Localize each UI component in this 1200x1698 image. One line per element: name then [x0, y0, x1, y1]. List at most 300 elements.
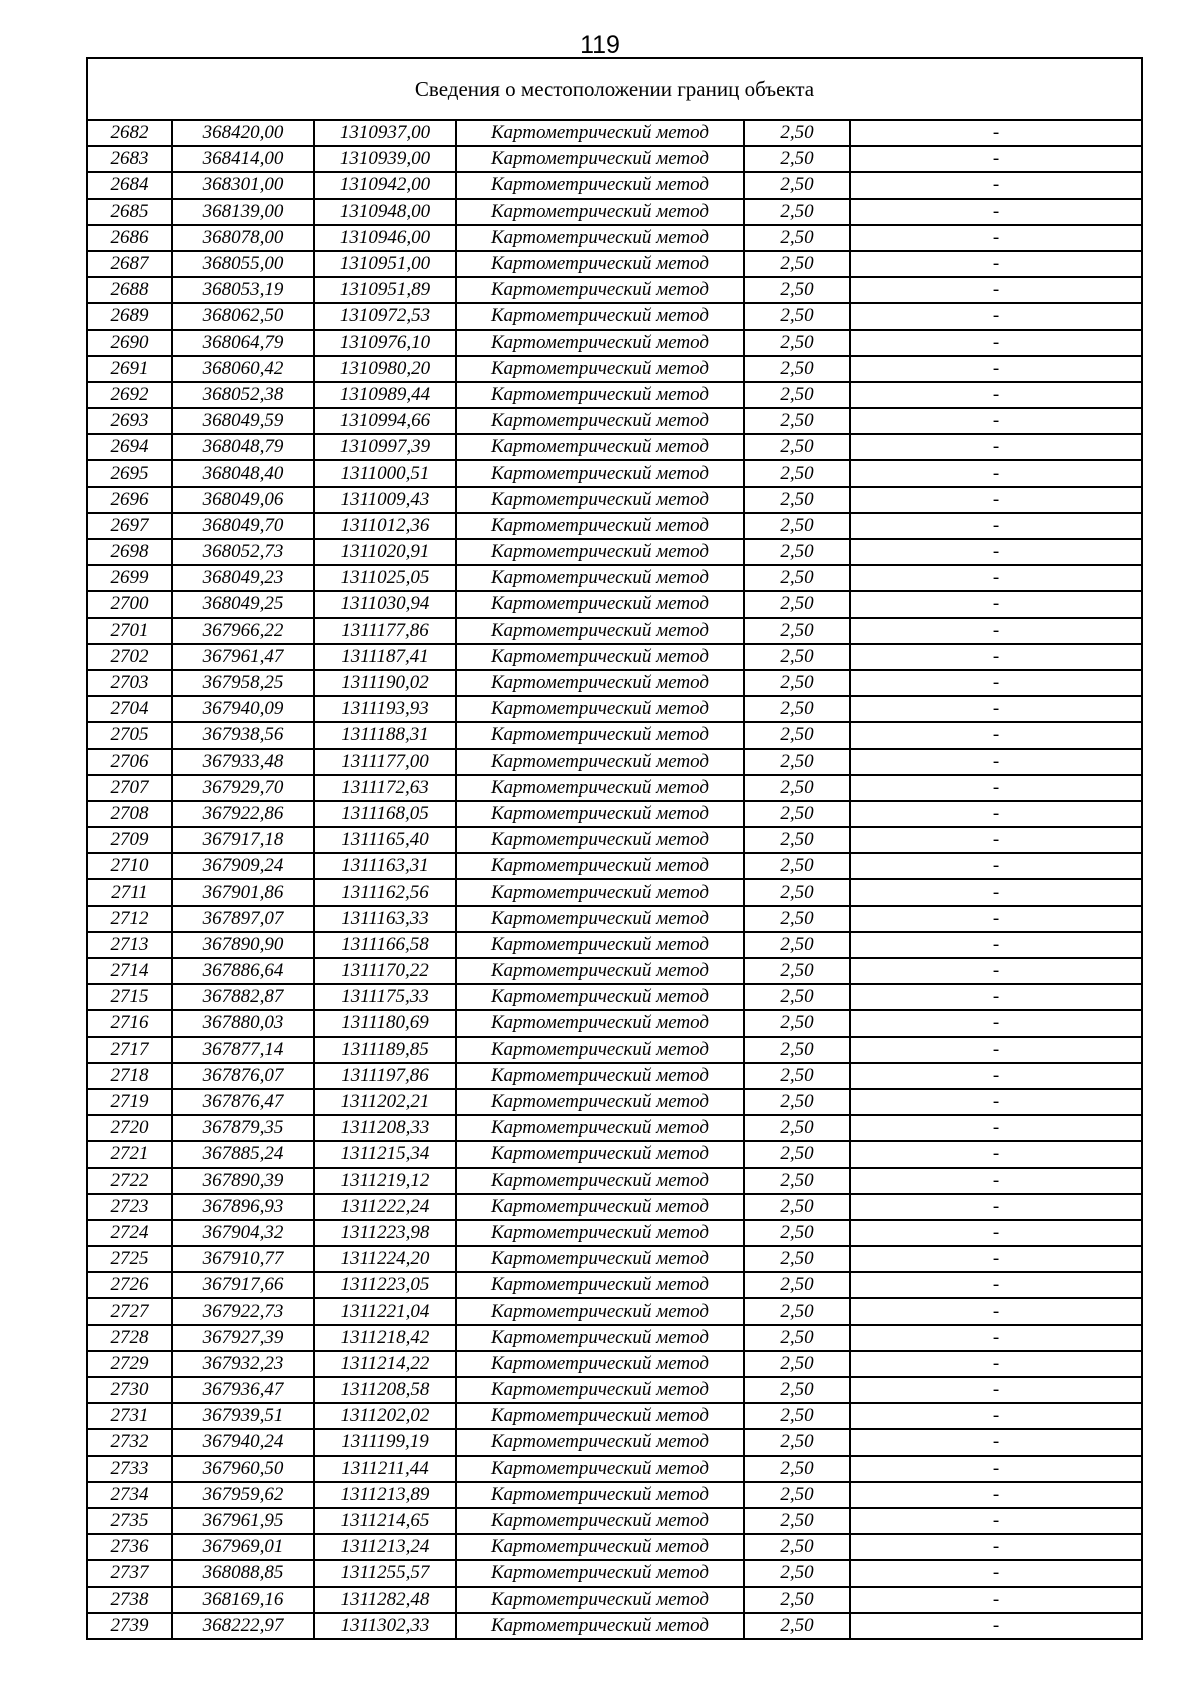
- remark-cell: -: [850, 1508, 1142, 1534]
- point-number-cell: 2684: [87, 172, 172, 198]
- remark-cell: -: [850, 382, 1142, 408]
- point-number-cell: 2714: [87, 958, 172, 984]
- y-coordinate-cell: 1311030,94: [314, 591, 456, 617]
- point-number-cell: 2720: [87, 1115, 172, 1141]
- table-row: [87, 146, 1142, 172]
- remark-cell: -: [850, 670, 1142, 696]
- table-row: [87, 120, 1142, 146]
- point-number-cell: 2705: [87, 722, 172, 748]
- table-title: Сведения о местоположении границ объекта: [87, 58, 1142, 120]
- method-cell: Картометрический метод: [456, 853, 744, 879]
- method-cell: Картометрический метод: [456, 1560, 744, 1586]
- table-body: [87, 120, 1142, 1639]
- x-coordinate-cell: 367910,77: [172, 1246, 314, 1272]
- table-row: [87, 1403, 1142, 1429]
- method-cell: Картометрический метод: [456, 539, 744, 565]
- y-coordinate-cell: 1311177,00: [314, 749, 456, 775]
- point-number-cell: 2686: [87, 225, 172, 251]
- y-coordinate-cell: 1311224,20: [314, 1246, 456, 1272]
- accuracy-cell: 2,50: [744, 146, 850, 172]
- table-row: [87, 1115, 1142, 1141]
- y-coordinate-cell: 1311163,31: [314, 853, 456, 879]
- x-coordinate-cell: 367940,24: [172, 1429, 314, 1455]
- method-cell: Картометрический метод: [456, 434, 744, 460]
- remark-cell: -: [850, 277, 1142, 303]
- remark-cell: -: [850, 827, 1142, 853]
- point-number-cell: 2690: [87, 330, 172, 356]
- table-row: [87, 1220, 1142, 1246]
- table-row: [87, 1141, 1142, 1167]
- y-coordinate-cell: 1311193,93: [314, 696, 456, 722]
- x-coordinate-cell: 368049,23: [172, 565, 314, 591]
- point-number-cell: 2730: [87, 1377, 172, 1403]
- y-coordinate-cell: 1311188,31: [314, 722, 456, 748]
- remark-cell: -: [850, 801, 1142, 827]
- x-coordinate-cell: 368078,00: [172, 225, 314, 251]
- table-row: [87, 906, 1142, 932]
- x-coordinate-cell: 368048,40: [172, 460, 314, 486]
- point-number-cell: 2735: [87, 1508, 172, 1534]
- remark-cell: -: [850, 1377, 1142, 1403]
- point-number-cell: 2704: [87, 696, 172, 722]
- table-row: [87, 1063, 1142, 1089]
- accuracy-cell: 2,50: [744, 277, 850, 303]
- method-cell: Картометрический метод: [456, 460, 744, 486]
- accuracy-cell: 2,50: [744, 749, 850, 775]
- remark-cell: -: [850, 1560, 1142, 1586]
- x-coordinate-cell: 368414,00: [172, 146, 314, 172]
- table-row: [87, 722, 1142, 748]
- accuracy-cell: 2,50: [744, 696, 850, 722]
- x-coordinate-cell: 367922,86: [172, 801, 314, 827]
- table-row: [87, 225, 1142, 251]
- y-coordinate-cell: 1311223,05: [314, 1272, 456, 1298]
- accuracy-cell: 2,50: [744, 408, 850, 434]
- table-row: [87, 199, 1142, 225]
- x-coordinate-cell: 367901,86: [172, 879, 314, 905]
- y-coordinate-cell: 1311282,48: [314, 1587, 456, 1613]
- remark-cell: -: [850, 879, 1142, 905]
- point-number-cell: 2700: [87, 591, 172, 617]
- remark-cell: -: [850, 1246, 1142, 1272]
- x-coordinate-cell: 367939,51: [172, 1403, 314, 1429]
- point-number-cell: 2712: [87, 906, 172, 932]
- x-coordinate-cell: 367927,39: [172, 1325, 314, 1351]
- y-coordinate-cell: 1310972,53: [314, 303, 456, 329]
- table-row: [87, 460, 1142, 486]
- remark-cell: -: [850, 199, 1142, 225]
- accuracy-cell: 2,50: [744, 1429, 850, 1455]
- x-coordinate-cell: 367877,14: [172, 1037, 314, 1063]
- x-coordinate-cell: 368055,00: [172, 251, 314, 277]
- method-cell: Картометрический метод: [456, 330, 744, 356]
- remark-cell: -: [850, 1587, 1142, 1613]
- accuracy-cell: 2,50: [744, 330, 850, 356]
- accuracy-cell: 2,50: [744, 1377, 850, 1403]
- method-cell: Картометрический метод: [456, 356, 744, 382]
- method-cell: Картометрический метод: [456, 932, 744, 958]
- method-cell: Картометрический метод: [456, 1377, 744, 1403]
- x-coordinate-cell: 367958,25: [172, 670, 314, 696]
- y-coordinate-cell: 1311190,02: [314, 670, 456, 696]
- y-coordinate-cell: 1311222,24: [314, 1194, 456, 1220]
- method-cell: Картометрический метод: [456, 906, 744, 932]
- remark-cell: -: [850, 225, 1142, 251]
- point-number-cell: 2729: [87, 1351, 172, 1377]
- point-number-cell: 2723: [87, 1194, 172, 1220]
- x-coordinate-cell: 367917,66: [172, 1272, 314, 1298]
- x-coordinate-cell: 367969,01: [172, 1534, 314, 1560]
- method-cell: Картометрический метод: [456, 1220, 744, 1246]
- x-coordinate-cell: 367936,47: [172, 1377, 314, 1403]
- point-number-cell: 2711: [87, 879, 172, 905]
- x-coordinate-cell: 367959,62: [172, 1482, 314, 1508]
- remark-cell: -: [850, 1089, 1142, 1115]
- remark-cell: -: [850, 958, 1142, 984]
- method-cell: Картометрический метод: [456, 513, 744, 539]
- table-row: [87, 277, 1142, 303]
- point-number-cell: 2688: [87, 277, 172, 303]
- table-row: [87, 1168, 1142, 1194]
- accuracy-cell: 2,50: [744, 591, 850, 617]
- x-coordinate-cell: 368139,00: [172, 199, 314, 225]
- x-coordinate-cell: 367961,95: [172, 1508, 314, 1534]
- y-coordinate-cell: 1310980,20: [314, 356, 456, 382]
- table-row: [87, 1429, 1142, 1455]
- method-cell: Картометрический метод: [456, 618, 744, 644]
- table-row: [87, 408, 1142, 434]
- accuracy-cell: 2,50: [744, 1089, 850, 1115]
- y-coordinate-cell: 1311012,36: [314, 513, 456, 539]
- y-coordinate-cell: 1311172,63: [314, 775, 456, 801]
- method-cell: Картометрический метод: [456, 591, 744, 617]
- y-coordinate-cell: 1310997,39: [314, 434, 456, 460]
- table-row: [87, 1560, 1142, 1586]
- accuracy-cell: 2,50: [744, 434, 850, 460]
- remark-cell: -: [850, 513, 1142, 539]
- remark-cell: -: [850, 330, 1142, 356]
- accuracy-cell: 2,50: [744, 722, 850, 748]
- y-coordinate-cell: 1311215,34: [314, 1141, 456, 1167]
- method-cell: Картометрический метод: [456, 565, 744, 591]
- y-coordinate-cell: 1310951,00: [314, 251, 456, 277]
- table-row: [87, 1534, 1142, 1560]
- method-cell: Картометрический метод: [456, 801, 744, 827]
- point-number-cell: 2728: [87, 1325, 172, 1351]
- method-cell: Картометрический метод: [456, 277, 744, 303]
- x-coordinate-cell: 367890,39: [172, 1168, 314, 1194]
- remark-cell: -: [850, 1456, 1142, 1482]
- point-number-cell: 2708: [87, 801, 172, 827]
- accuracy-cell: 2,50: [744, 879, 850, 905]
- accuracy-cell: 2,50: [744, 565, 850, 591]
- y-coordinate-cell: 1310989,44: [314, 382, 456, 408]
- method-cell: Картометрический метод: [456, 408, 744, 434]
- remark-cell: -: [850, 1272, 1142, 1298]
- accuracy-cell: 2,50: [744, 487, 850, 513]
- method-cell: Картометрический метод: [456, 1246, 744, 1272]
- point-number-cell: 2693: [87, 408, 172, 434]
- accuracy-cell: 2,50: [744, 1351, 850, 1377]
- accuracy-cell: 2,50: [744, 958, 850, 984]
- table-row: [87, 1351, 1142, 1377]
- table-row: [87, 1377, 1142, 1403]
- point-number-cell: 2702: [87, 644, 172, 670]
- point-number-cell: 2698: [87, 539, 172, 565]
- point-number-cell: 2699: [87, 565, 172, 591]
- point-number-cell: 2701: [87, 618, 172, 644]
- x-coordinate-cell: 367876,47: [172, 1089, 314, 1115]
- table-row: [87, 382, 1142, 408]
- point-number-cell: 2706: [87, 749, 172, 775]
- x-coordinate-cell: 368301,00: [172, 172, 314, 198]
- point-number-cell: 2685: [87, 199, 172, 225]
- x-coordinate-cell: 368052,38: [172, 382, 314, 408]
- table-row: [87, 775, 1142, 801]
- method-cell: Картометрический метод: [456, 120, 744, 146]
- x-coordinate-cell: 367940,09: [172, 696, 314, 722]
- remark-cell: -: [850, 618, 1142, 644]
- y-coordinate-cell: 1311189,85: [314, 1037, 456, 1063]
- remark-cell: -: [850, 1037, 1142, 1063]
- accuracy-cell: 2,50: [744, 618, 850, 644]
- remark-cell: -: [850, 565, 1142, 591]
- y-coordinate-cell: 1311000,51: [314, 460, 456, 486]
- x-coordinate-cell: 367960,50: [172, 1456, 314, 1482]
- remark-cell: -: [850, 1115, 1142, 1141]
- point-number-cell: 2696: [87, 487, 172, 513]
- accuracy-cell: 2,50: [744, 1272, 850, 1298]
- table-row: [87, 879, 1142, 905]
- point-number-cell: 2697: [87, 513, 172, 539]
- accuracy-cell: 2,50: [744, 460, 850, 486]
- point-number-cell: 2724: [87, 1220, 172, 1246]
- remark-cell: -: [850, 1063, 1142, 1089]
- remark-cell: -: [850, 591, 1142, 617]
- table-row: [87, 1482, 1142, 1508]
- y-coordinate-cell: 1311213,24: [314, 1534, 456, 1560]
- accuracy-cell: 2,50: [744, 1298, 850, 1324]
- table-row: [87, 1613, 1142, 1639]
- accuracy-cell: 2,50: [744, 1063, 850, 1089]
- point-number-cell: 2727: [87, 1298, 172, 1324]
- y-coordinate-cell: 1311219,12: [314, 1168, 456, 1194]
- accuracy-cell: 2,50: [744, 906, 850, 932]
- point-number-cell: 2709: [87, 827, 172, 853]
- method-cell: Картометрический метод: [456, 722, 744, 748]
- point-number-cell: 2737: [87, 1560, 172, 1586]
- method-cell: Картометрический метод: [456, 172, 744, 198]
- y-coordinate-cell: 1311180,69: [314, 1010, 456, 1036]
- x-coordinate-cell: 367885,24: [172, 1141, 314, 1167]
- method-cell: Картометрический метод: [456, 1194, 744, 1220]
- x-coordinate-cell: 368088,85: [172, 1560, 314, 1586]
- table-row: [87, 801, 1142, 827]
- table-row: [87, 1010, 1142, 1036]
- point-number-cell: 2707: [87, 775, 172, 801]
- accuracy-cell: 2,50: [744, 172, 850, 198]
- accuracy-cell: 2,50: [744, 1456, 850, 1482]
- accuracy-cell: 2,50: [744, 1246, 850, 1272]
- x-coordinate-cell: 368062,50: [172, 303, 314, 329]
- y-coordinate-cell: 1311202,21: [314, 1089, 456, 1115]
- y-coordinate-cell: 1311020,91: [314, 539, 456, 565]
- y-coordinate-cell: 1311199,19: [314, 1429, 456, 1455]
- remark-cell: -: [850, 1298, 1142, 1324]
- point-number-cell: 2736: [87, 1534, 172, 1560]
- point-number-cell: 2719: [87, 1089, 172, 1115]
- x-coordinate-cell: 368053,19: [172, 277, 314, 303]
- method-cell: Картометрический метод: [456, 958, 744, 984]
- remark-cell: -: [850, 251, 1142, 277]
- point-number-cell: 2710: [87, 853, 172, 879]
- y-coordinate-cell: 1311166,58: [314, 932, 456, 958]
- remark-cell: -: [850, 1220, 1142, 1246]
- point-number-cell: 2731: [87, 1403, 172, 1429]
- accuracy-cell: 2,50: [744, 199, 850, 225]
- table-row: [87, 670, 1142, 696]
- x-coordinate-cell: 367886,64: [172, 958, 314, 984]
- accuracy-cell: 2,50: [744, 1141, 850, 1167]
- y-coordinate-cell: 1311255,57: [314, 1560, 456, 1586]
- y-coordinate-cell: 1311302,33: [314, 1613, 456, 1639]
- y-coordinate-cell: 1311163,33: [314, 906, 456, 932]
- x-coordinate-cell: 367876,07: [172, 1063, 314, 1089]
- y-coordinate-cell: 1311223,98: [314, 1220, 456, 1246]
- accuracy-cell: 2,50: [744, 1037, 850, 1063]
- table-row: [87, 251, 1142, 277]
- table-row: [87, 539, 1142, 565]
- method-cell: Картометрический метод: [456, 984, 744, 1010]
- point-number-cell: 2733: [87, 1456, 172, 1482]
- y-coordinate-cell: 1311218,42: [314, 1325, 456, 1351]
- table-row: [87, 1587, 1142, 1613]
- method-cell: Картометрический метод: [456, 1613, 744, 1639]
- y-coordinate-cell: 1310942,00: [314, 172, 456, 198]
- remark-cell: -: [850, 1482, 1142, 1508]
- table-row: [87, 958, 1142, 984]
- table-row: [87, 172, 1142, 198]
- y-coordinate-cell: 1311214,22: [314, 1351, 456, 1377]
- method-cell: Картометрический метод: [456, 749, 744, 775]
- y-coordinate-cell: 1311009,43: [314, 487, 456, 513]
- remark-cell: -: [850, 1429, 1142, 1455]
- table-row: [87, 984, 1142, 1010]
- table-row: [87, 565, 1142, 591]
- table-row: [87, 1037, 1142, 1063]
- method-cell: Картометрический метод: [456, 644, 744, 670]
- y-coordinate-cell: 1311177,86: [314, 618, 456, 644]
- y-coordinate-cell: 1311162,56: [314, 879, 456, 905]
- y-coordinate-cell: 1310937,00: [314, 120, 456, 146]
- accuracy-cell: 2,50: [744, 1560, 850, 1586]
- accuracy-cell: 2,50: [744, 303, 850, 329]
- method-cell: Картометрический метод: [456, 1429, 744, 1455]
- y-coordinate-cell: 1311168,05: [314, 801, 456, 827]
- method-cell: Картометрический метод: [456, 487, 744, 513]
- remark-cell: -: [850, 906, 1142, 932]
- accuracy-cell: 2,50: [744, 775, 850, 801]
- method-cell: Картометрический метод: [456, 1587, 744, 1613]
- point-number-cell: 2695: [87, 460, 172, 486]
- y-coordinate-cell: 1311211,44: [314, 1456, 456, 1482]
- y-coordinate-cell: 1311221,04: [314, 1298, 456, 1324]
- table-row: [87, 827, 1142, 853]
- x-coordinate-cell: 367896,93: [172, 1194, 314, 1220]
- point-number-cell: 2739: [87, 1613, 172, 1639]
- remark-cell: -: [850, 932, 1142, 958]
- remark-cell: -: [850, 853, 1142, 879]
- point-number-cell: 2716: [87, 1010, 172, 1036]
- point-number-cell: 2683: [87, 146, 172, 172]
- x-coordinate-cell: 367882,87: [172, 984, 314, 1010]
- point-number-cell: 2689: [87, 303, 172, 329]
- remark-cell: -: [850, 696, 1142, 722]
- point-number-cell: 2734: [87, 1482, 172, 1508]
- table-row: [87, 749, 1142, 775]
- point-number-cell: 2715: [87, 984, 172, 1010]
- remark-cell: -: [850, 408, 1142, 434]
- x-coordinate-cell: 368222,97: [172, 1613, 314, 1639]
- table-row: [87, 1194, 1142, 1220]
- point-number-cell: 2721: [87, 1141, 172, 1167]
- accuracy-cell: 2,50: [744, 225, 850, 251]
- accuracy-cell: 2,50: [744, 932, 850, 958]
- remark-cell: -: [850, 644, 1142, 670]
- table-row: [87, 487, 1142, 513]
- y-coordinate-cell: 1311208,58: [314, 1377, 456, 1403]
- method-cell: Картометрический метод: [456, 1115, 744, 1141]
- method-cell: Картометрический метод: [456, 1168, 744, 1194]
- point-number-cell: 2691: [87, 356, 172, 382]
- x-coordinate-cell: 368052,73: [172, 539, 314, 565]
- y-coordinate-cell: 1311208,33: [314, 1115, 456, 1141]
- method-cell: Картометрический метод: [456, 199, 744, 225]
- method-cell: Картометрический метод: [456, 879, 744, 905]
- table-row: [87, 513, 1142, 539]
- accuracy-cell: 2,50: [744, 1220, 850, 1246]
- method-cell: Картометрический метод: [456, 1325, 744, 1351]
- remark-cell: -: [850, 434, 1142, 460]
- remark-cell: -: [850, 1613, 1142, 1639]
- table-row: [87, 1089, 1142, 1115]
- remark-cell: -: [850, 984, 1142, 1010]
- method-cell: Картометрический метод: [456, 1508, 744, 1534]
- table-row: [87, 1508, 1142, 1534]
- point-number-cell: 2692: [87, 382, 172, 408]
- method-cell: Картометрический метод: [456, 1272, 744, 1298]
- accuracy-cell: 2,50: [744, 827, 850, 853]
- remark-cell: -: [850, 1194, 1142, 1220]
- method-cell: Картометрический метод: [456, 1298, 744, 1324]
- method-cell: Картометрический метод: [456, 303, 744, 329]
- table-row: [87, 853, 1142, 879]
- table-row: [87, 434, 1142, 460]
- accuracy-cell: 2,50: [744, 1482, 850, 1508]
- table-row: [87, 644, 1142, 670]
- accuracy-cell: 2,50: [744, 1010, 850, 1036]
- x-coordinate-cell: 367966,22: [172, 618, 314, 644]
- y-coordinate-cell: 1311187,41: [314, 644, 456, 670]
- table-row: [87, 618, 1142, 644]
- table-row: [87, 1298, 1142, 1324]
- remark-cell: -: [850, 1010, 1142, 1036]
- method-cell: Картометрический метод: [456, 1141, 744, 1167]
- method-cell: Картометрический метод: [456, 225, 744, 251]
- method-cell: Картометрический метод: [456, 670, 744, 696]
- method-cell: Картометрический метод: [456, 251, 744, 277]
- point-number-cell: 2726: [87, 1272, 172, 1298]
